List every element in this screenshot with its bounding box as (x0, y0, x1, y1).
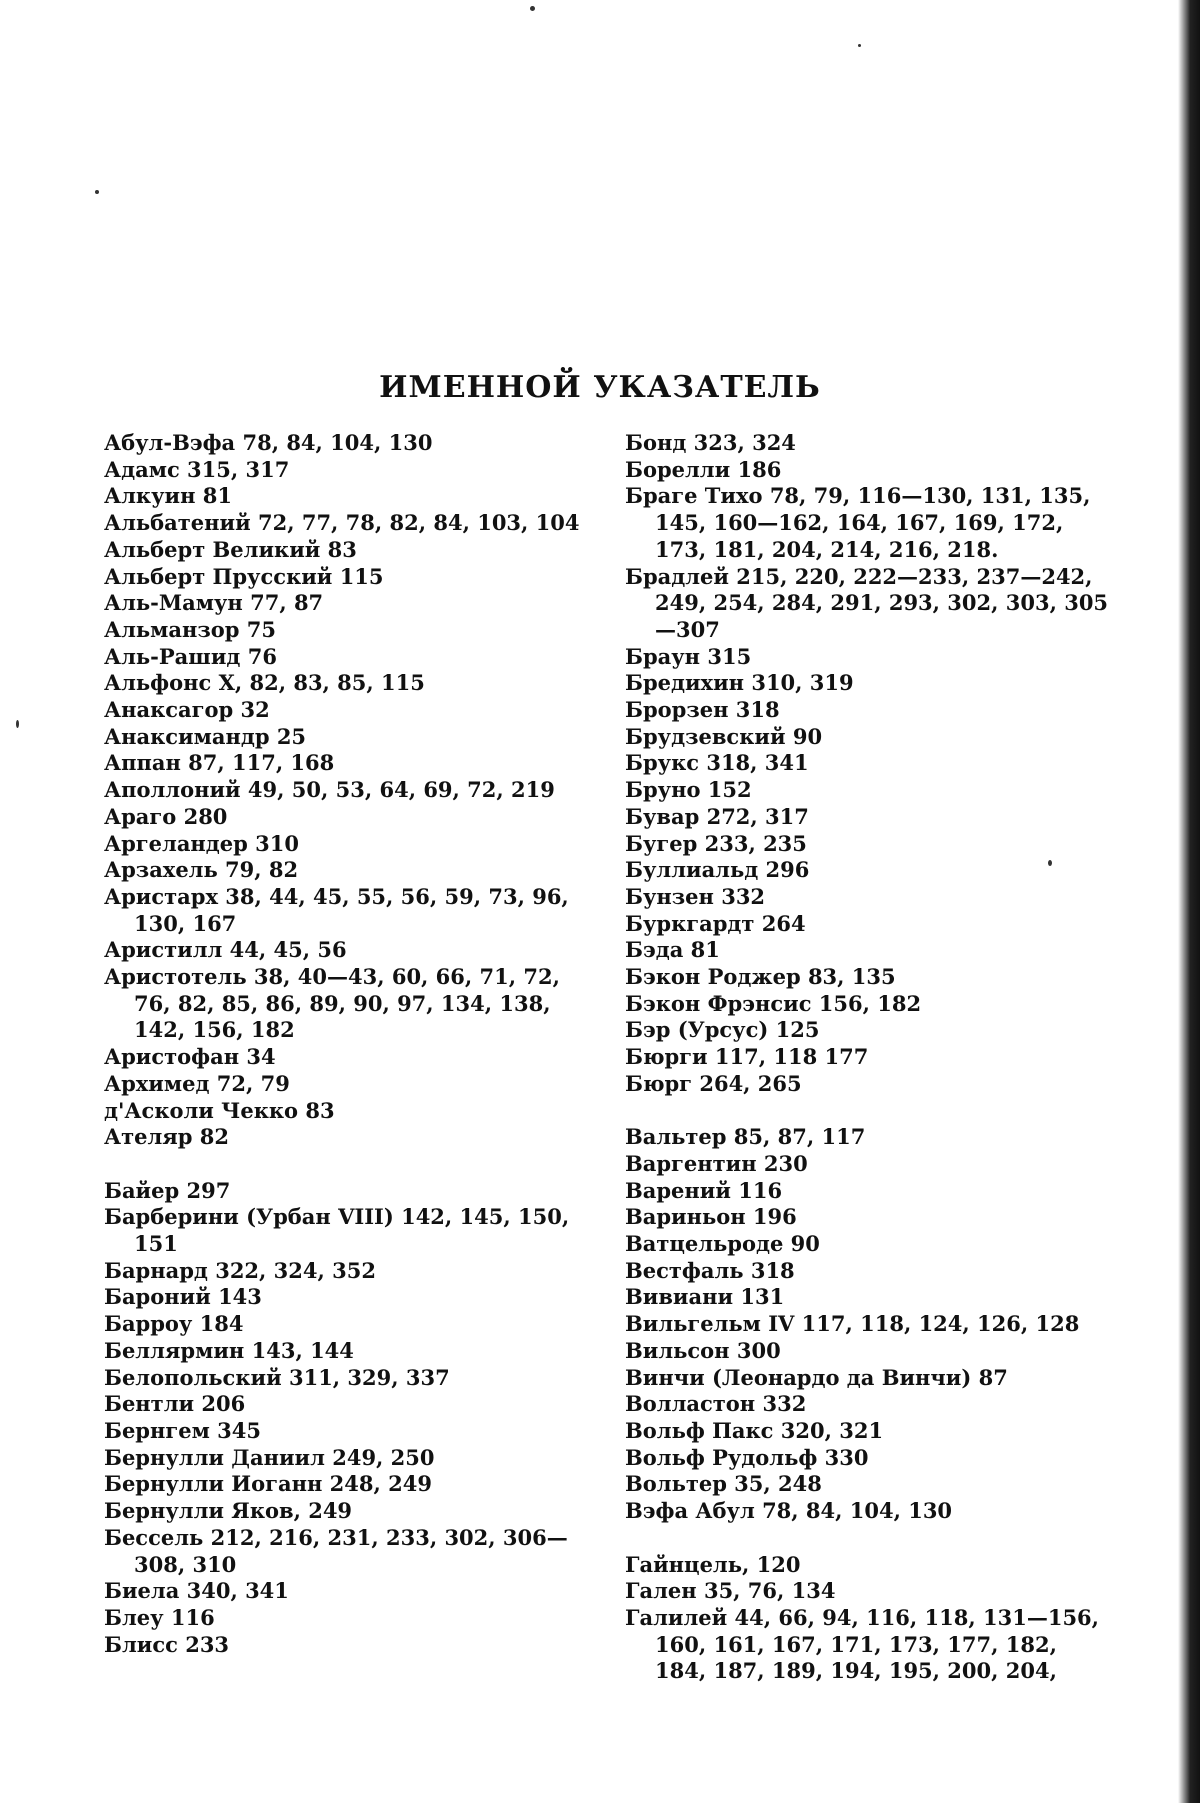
index-entry: Аристофан 34 (104, 1044, 276, 1070)
index-entry: Гайнцель, 120 (625, 1551, 801, 1577)
index-entry: Бонд 323, 324 (625, 430, 796, 455)
index-entry: Альберт Великий 83 (104, 536, 357, 562)
index-entry: Бернулли Даниил 249, 250 (104, 1444, 435, 1470)
index-entry: Вильсон 300 (625, 1337, 781, 1363)
index-entry: Браге Тихо 78, 79, 116—130, 131, 135, 145, 160—162, 164, 167, 169, 172, 173, 181, 204, 214, 216, 218. (625, 483, 1091, 562)
index-entry: Бэкон Фрэнсис 156, 182 (625, 990, 922, 1016)
index-column-right (625, 430, 1115, 1685)
index-entry: Аристилл 44, 45, 56 (104, 937, 347, 963)
index-entry: Аль-Мамун 77, 87 (104, 590, 324, 616)
index-entry: Альберт Прусский 115 (104, 563, 384, 589)
index-entry: Борелли 186 (625, 456, 782, 482)
index-entry: д'Асколи Чекко 83 (104, 1097, 335, 1123)
index-entry: Байер 297 (104, 1177, 231, 1203)
index-entry: Брукс 318, 341 (625, 750, 809, 776)
index-entry: Бруно 152 (625, 777, 752, 803)
index-entry: Бернулли Иоганн 248, 249 (104, 1471, 432, 1497)
index-entry: Альманзор 75 (104, 616, 277, 642)
index-entry: Буркгардт 264 (625, 910, 806, 936)
index-entry: Аполлоний 49, 50, 53, 64, 69, 72, 219 (104, 777, 555, 803)
index-entry: Брудзевский 90 (625, 723, 823, 749)
index-entry: Гален 35, 76, 134 (625, 1578, 836, 1604)
index-entry: Барнард 322, 324, 352 (104, 1257, 376, 1283)
index-entry: Альфонс X, 82, 83, 85, 115 (104, 670, 425, 696)
index-entry: Аль-Рашид 76 (104, 643, 277, 669)
index-entry: Арзахель 79, 82 (104, 857, 299, 883)
index-entry: Бредихин 310, 319 (625, 670, 854, 696)
index-entry: Вэфа Абул 78, 84, 104, 130 (625, 1498, 953, 1524)
index-entry: Бунзен 332 (625, 883, 766, 909)
index-entry: Винчи (Леонардо да Винчи) 87 (625, 1364, 1008, 1390)
index-entry: Блисс 233 (104, 1631, 230, 1657)
index-entry: Бэкон Роджер 83, 135 (625, 964, 896, 990)
index-entry: Брадлей 215, 220, 222—233, 237—242, 249, 254, 284, 291, 293, 302, 303, 305—307 (625, 563, 1109, 642)
index-entry: Вильгельм IV 117, 118, 124, 126, 128 (625, 1311, 1080, 1337)
index-entry: Аргеландер 310 (104, 830, 299, 856)
index-entry: Анаксагор 32 (104, 697, 270, 723)
index-entry: Бароний 143 (104, 1284, 262, 1310)
index-entry: Вариньон 196 (625, 1204, 797, 1230)
index-entry: Галилей 44, 66, 94, 116, 118, 131—156, 160, 161, 167, 171, 173, 177, 182, 184, 187, 189, 194, 195, 200, 204, (625, 1604, 1099, 1684)
index-entry: Блеу 116 (104, 1604, 215, 1630)
index-entry: Бэр (Урсус) 125 (625, 1017, 820, 1043)
index-entry: Араго 280 (104, 803, 228, 829)
index-column-left (104, 430, 594, 1658)
index-entry: Аристарх 38, 44, 45, 55, 56, 59, 73, 96, 130, 167 (104, 883, 569, 936)
index-entry: Бувар 272, 317 (625, 803, 809, 829)
index-entry: Аристотель 38, 40—43, 60, 66, 71, 72, 76, 82, 85, 86, 89, 90, 97, 134, 138, 142, 156, 182 (104, 964, 560, 1043)
index-entry: Альбатений 72, 77, 78, 82, 84, 103, 104 (104, 510, 580, 536)
print-speck (16, 720, 19, 728)
index-entry: Вивиани 131 (625, 1284, 785, 1310)
print-speck (95, 190, 99, 194)
index-entry: Бернгем 345 (104, 1418, 261, 1443)
index-entry: Бэда 81 (625, 937, 720, 963)
index-entry: Алкуин 81 (104, 483, 232, 509)
index-entry: Варгентин 230 (625, 1150, 808, 1176)
index-entry: Бернулли Яков, 249 (104, 1498, 353, 1524)
index-entry: Вольтер 35, 248 (625, 1471, 822, 1497)
index-entry: Биела 340, 341 (104, 1578, 289, 1604)
index-entry: Бюрги 117, 118 177 (625, 1044, 869, 1070)
page-title: ИМЕННОЙ УКАЗАТЕЛЬ (379, 370, 821, 406)
index-entry: Вольф Пакс 320, 321 (625, 1418, 884, 1443)
index-entry: Бугер 233, 235 (625, 830, 807, 856)
print-speck (858, 44, 861, 47)
index-entry: Анаксимандр 25 (104, 723, 307, 749)
index-entry: Брорзен 318 (625, 697, 780, 723)
index-entry: Вальтер 85, 87, 117 (625, 1124, 866, 1150)
index-entry: Браун 315 (625, 643, 752, 669)
index-entry: Бентли 206 (104, 1391, 246, 1417)
index-entry: Ватцельроде 90 (625, 1231, 820, 1257)
index-entry: Барберини (Урбан VIII) 142, 145, 150, 151 (104, 1204, 570, 1257)
index-entry: Барроу 184 (104, 1311, 244, 1337)
index-entry: Беллярмин 143, 144 (104, 1337, 354, 1363)
index-entry: Белопольский 311, 329, 337 (104, 1364, 450, 1390)
index-entry: Аппан 87, 117, 168 (104, 750, 335, 776)
index-entry: Бессель 212, 216, 231, 233, 302, 306—308, 310 (104, 1524, 568, 1577)
index-entry: Адамс 315, 317 (104, 456, 290, 482)
index-entry: Вестфаль 318 (625, 1257, 795, 1283)
book-binding-edge (1178, 0, 1200, 1803)
index-entry: Вольф Рудольф 330 (625, 1444, 869, 1470)
index-entry: Волластон 332 (625, 1391, 807, 1417)
index-entry: Абул-Вэфа 78, 84, 104, 130 (104, 430, 433, 455)
index-entry: Буллиальд 296 (625, 857, 810, 883)
index-entry: Варений 116 (625, 1177, 783, 1203)
index-entry: Ателяр 82 (104, 1124, 230, 1150)
index-entry: Бюрг 264, 265 (625, 1070, 802, 1096)
print-speck (530, 6, 535, 11)
index-entry: Архимед 72, 79 (104, 1070, 290, 1096)
